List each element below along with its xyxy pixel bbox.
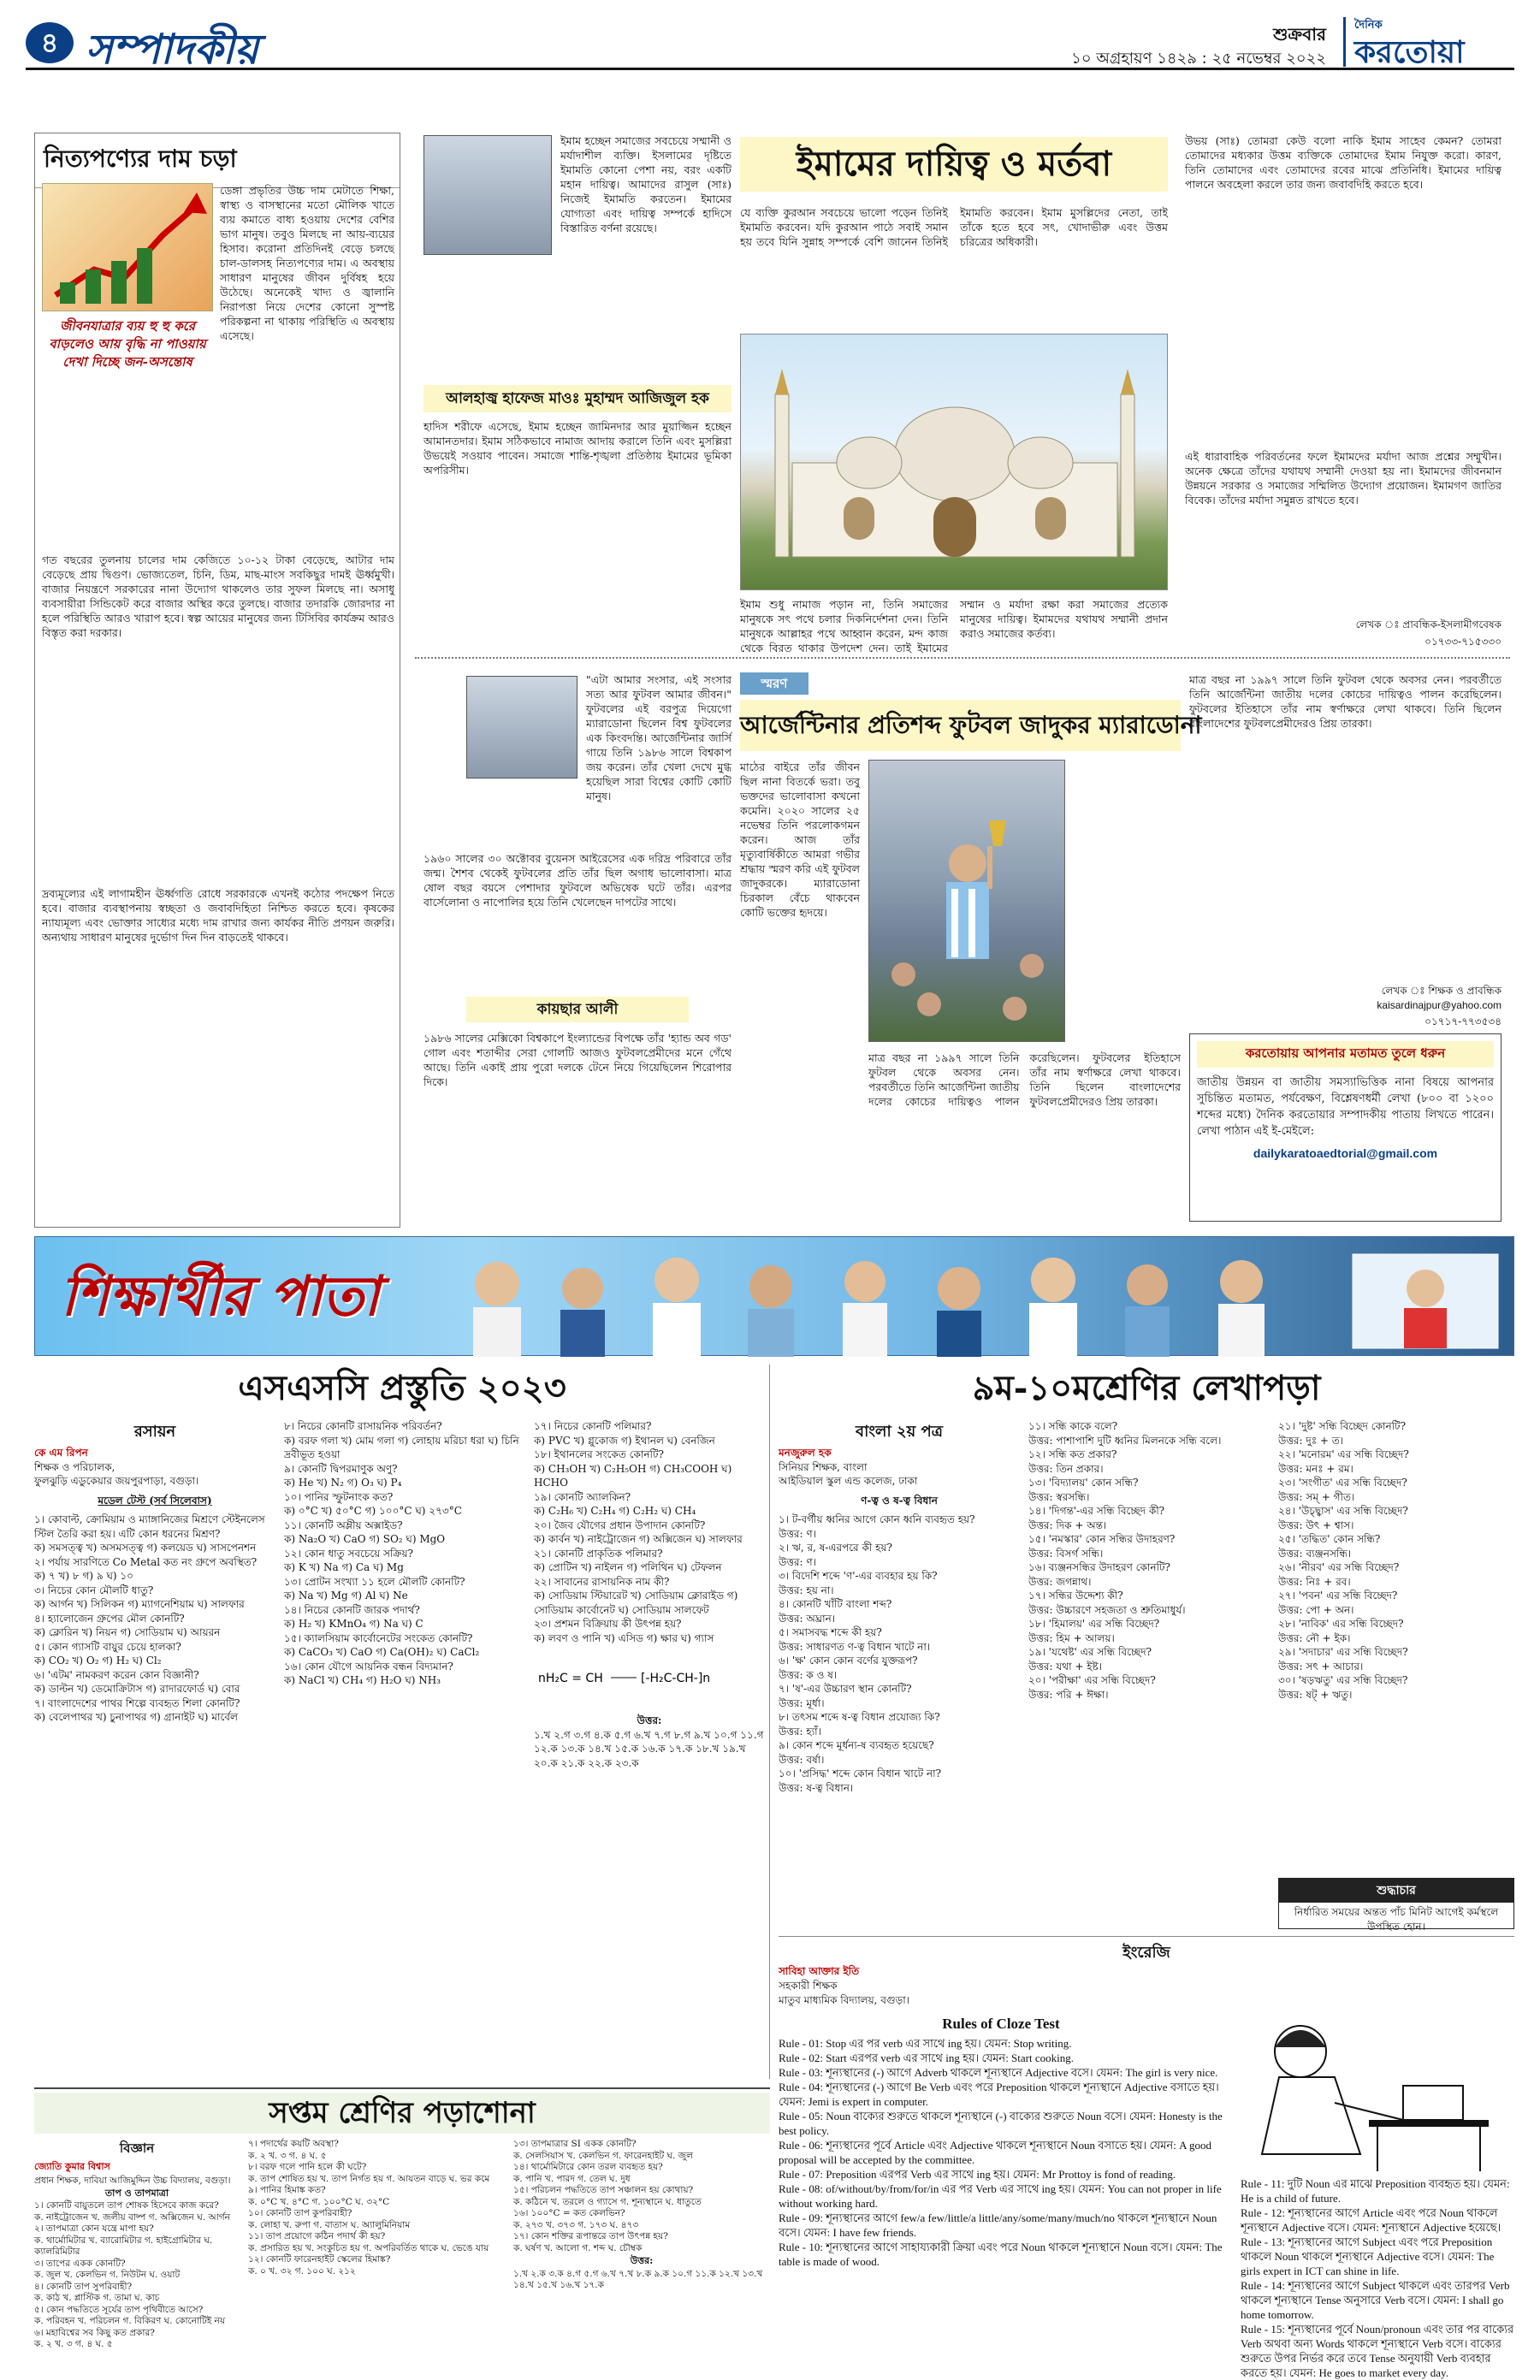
ssc-question-line: ক) CaCO₃ খ) CaO গ) Ca(OH)₂ ঘ) CaCl₂ bbox=[284, 1646, 480, 1658]
science-teacher: জ্যোতি কুমার বিশ্বাস bbox=[34, 2161, 110, 2172]
science-questions-col-3 bbox=[513, 2139, 770, 2254]
ssc-question-line: ক) PVC খ) গ্লুকোজ গ) ইথানল ঘ) বেনজিন bbox=[534, 1434, 715, 1447]
bangla-question-line: ১৩। 'বিদ্যালয়' কোন সন্ধি? bbox=[1028, 1477, 1139, 1489]
ssc-question-line: ক) ০°C খ) ৫০°C গ) ১০০°C ঘ) ২৭৩°C bbox=[284, 1505, 462, 1517]
bangla-question-line: উত্তর: পাশাপাশি দুটি ধ্বনির মিলনকে সন্ধি বলে। bbox=[1028, 1434, 1222, 1447]
science-question-line: ক. ২ খ. ৩ গ. ৪ ঘ. ৫ bbox=[248, 2150, 327, 2161]
science-question-line: ১৫। পরিচলন পদ্ধতিতে তাপ সঞ্চালন হয় কোথায়? bbox=[513, 2185, 694, 2195]
english-rule-line: Rule - 03: শূন্যস্থানের (-) আগে Adverb থাকলে শূন্যস্থানে Adjective বসে। যেমন: The girl is very nice. bbox=[779, 2066, 1218, 2079]
bangla-teacher-school: আইডিয়াল স্কুল এন্ড কলেজ, ঢাকা bbox=[779, 1475, 918, 1487]
page-header bbox=[26, 17, 1514, 74]
ssc-question-line: ১৮। ইথানলের সংকেত কোনটি? bbox=[534, 1448, 664, 1460]
editorial-graphic-caption: জীবনযাত্রার ব্যয় হু হু করে বাড়লেও আয় বৃদ্ধি না পাওয়ায় দেখা দিচ্ছে জন-অসন্তোষ bbox=[49, 318, 206, 370]
imam-para-3: হাদিস শরীফে এসেছে, ইমাম হচ্ছেন জামিনদার আর মুয়াজ্জিন হচ্ছেন আমানতদার। ইমাম সঠিকভাবে নামাজ আদায় করালে তিনি এবং মুসল্লিরা উভয়েই সওয়াব পাবেন। সমাজে শান্তি-শৃঙ্খলা প্রতিষ্ঠায় ইমামের ভূমিকা অপরিসীম। bbox=[424, 420, 732, 477]
editorial-para-1: ডেঙ্গা প্রভৃতির উচ্চ দাম মেটাতে শিক্ষা, স্বাস্থ্য ও বাসস্থানের মতো মৌলিক খাতে ব্যয় কমাতে বাধ্য হওয়ায় দেশের বেশির ভাগ মানুষ। তবুও মিলছে না আয়-ব্যয়ের হিসাব। করোনা প্রতিদিনই বেড়ে চলছে চাল-ডালসহ নিত্যপণ্যের দাম। এ অবস্থায় সাধারণ মানুষের জীবন দুর্বিষহ হয়ে উঠেছে। অনেকেই খাদ্য ও জ্বালানি নিরাপত্তা নিয়ে দেশের কোনো সুস্পষ্ট পরিকল্পনা না থাকায় পরিস্থিতি এ অবস্থায় এসেছে। bbox=[220, 184, 394, 342]
science-question-line: ক. কাঠ খ. প্লাস্টিক গ. তামা ঘ. কাচ bbox=[34, 2293, 160, 2303]
ssc-question-line: ক) ডাল্টন খ) ডেমোক্রিটাস গ) রাদারফোর্ড ঘ) বোর bbox=[34, 1683, 240, 1695]
ssc-teacher: কে এম রিপন bbox=[34, 1447, 88, 1459]
bangla-question-line: উত্তর: বর্ষা। bbox=[779, 1753, 825, 1766]
english-rule-line: Rule - 01: Stop এর পর verb এর সাথে ing হয়। যেমন: Stop writing. bbox=[779, 2037, 1072, 2050]
ssc-answers-title: উত্তর: bbox=[637, 1714, 662, 1726]
header-date: ১০ অগ্রহায়ণ ১৪২৯ : ২৫ নভেম্বর ২০২২ bbox=[1071, 50, 1326, 68]
maradona-kicker: স্মরণ bbox=[740, 672, 808, 695]
ssc-question-line: ক) ৭ খ) ৮ গ) ৯ ঘ) ১০ bbox=[34, 1570, 133, 1582]
masthead-small: দৈনিক bbox=[1354, 19, 1383, 32]
english-rule-line: Rule - 05: Noun বাক্যের শুরুতে থাকলে শূন্যস্থানে (-) বাক্যের শুরুতে Noun বসে। যেমন: Honesty is the best policy. bbox=[779, 2110, 1223, 2137]
maradona-author: কায়ছার আলী bbox=[466, 997, 689, 1022]
bangla-question-line: উত্তর: স্বরসন্ধি। bbox=[1028, 1490, 1090, 1503]
ssc-question-line: ক) C₂H₆ খ) C₂H₄ গ) C₂H₂ ঘ) CH₄ bbox=[534, 1505, 696, 1517]
ssc-question-line: ক) H₂ খ) KMnO₄ গ) Na ঘ) C bbox=[284, 1618, 424, 1630]
bangla-question-line: উত্তর: বিসর্গ সন্ধি। bbox=[1028, 1547, 1104, 1560]
bangla-question-line: উত্তর: দিক + অন্ত। bbox=[1028, 1519, 1107, 1531]
svg-text:[-H₂C-CH-]n: [-H₂C-CH-]n bbox=[641, 1672, 711, 1685]
imam-article bbox=[415, 128, 1510, 659]
bangla-question-line: উত্তর: তিন প্রকার। bbox=[1028, 1462, 1104, 1475]
mosque-illustration bbox=[741, 335, 1169, 591]
header-day: শুক্রবার bbox=[1273, 24, 1326, 44]
ssc-left-col bbox=[34, 1419, 275, 2078]
opinion-text: জাতীয় উন্নয়ন বা জাতীয় সমস্যাভিত্তিক নানা বিষয়ে আপনার সুচিন্তিত মতামত, পর্যবেক্ষণ, বিশ্লেষণধর্মী লেখা (৮০০ বা ১২০০ শব্দের মধ্যে) দৈনিক করতোয়ার সম্পাদকীয় পাতায় লিখতে পারেন। লেখা পাঠান এই ই-মেইলে: bbox=[1197, 1076, 1494, 1138]
science-question-line: ক. পানি খ. পারদ গ. তেল ঘ. দুধ bbox=[513, 2173, 631, 2184]
maradona-email: kaisardinajpur@yahoo.com bbox=[1377, 999, 1502, 1011]
bangla-question-line: ২৪। 'উচ্ছ্বাস' এর সন্ধি বিচ্ছেদ? bbox=[1278, 1505, 1408, 1517]
ssc-question-line: ৬। 'এটম' নামকরণ করেন কোন বিজ্ঞানী? bbox=[34, 1668, 199, 1681]
science-question-line: ৭। পদার্থের কয়টি অবস্থা? bbox=[248, 2139, 339, 2149]
ssc-question-line: ২২। সাবানের রাসায়নিক নাম কী? bbox=[534, 1575, 670, 1588]
bangla-col-1 bbox=[779, 1419, 1020, 1924]
maradona-para-3: ১৯৮৬ সালের মেক্সিকো বিশ্বকাপে ইংল্যান্ডের বিপক্ষে তাঁর 'হ্যান্ড অব গড' গোল এবং শতাব্দীর সেরা গোলটি আজও ফুটবলপ্রেমীদের মনে গেঁথে আছে। তিনি একাই প্রায় পুরো দলকে টেনে নিয়ে গিয়েছিলেন শিরোপার দিকে। bbox=[424, 1032, 732, 1088]
editorial-title: নিত্যপণ্যের দাম চড়া bbox=[35, 133, 400, 188]
ssc-question-line: ক) ক্লোরিন খ) নিয়ন গ) সোডিয়াম ঘ) আয়রন bbox=[34, 1626, 221, 1638]
bangla-question-line: ৪। কোনটি খাঁটি বাংলা শব্দ? bbox=[779, 1598, 892, 1610]
maradona-para-5-cont: মাত্র বছর না ১৯৯৭ সালে তিনি ফুটবল থেকে অবসর নেন। পরবর্তীতে তিনি আর্জেন্টিনা জাতীয় দলের কোচের দায়িত্বও পালন করেছিলেন। ফুটবলের ইতিহাসে তাঁর নাম স্বর্ণাক্ষরে লেখা থাকবে। তিনি ছিলেন বাংলাদেশের ফুটবলপ্রেমীদেরও প্রিয় তারকা। bbox=[1189, 673, 1502, 730]
bangla-question-line: উত্তর: ব্যঞ্জনসন্ধি। bbox=[1278, 1547, 1352, 1560]
english-rule-line: Rule - 10: শূন্যস্থানের আগে সাহায্যকারী ক্রিয়া এবং পরে Noun থাকলে শূন্যস্থানে Noun বসে। যেমন: The table is made of wood. bbox=[779, 2241, 1223, 2268]
ssc-question-line: ক) কার্বন খ) নাইট্রোজেন গ) অক্সিজেন ঘ) সালফার bbox=[534, 1533, 743, 1545]
notice-text: নির্ধারিত সময়ের অন্তত পাঁচ মিনিট আগেই কর্মস্থলে উপস্থিত হোন। bbox=[1294, 1906, 1499, 1933]
bangla-question-line: ১৯। 'যথেষ্ট' এর সন্ধি বিচ্ছেদ? bbox=[1028, 1646, 1152, 1658]
maradona-para-5: মাত্র বছর না ১৯৯৭ সালে তিনি ফুটবল থেকে অবসর নেন। পরবর্তীতে তিনি আর্জেন্টিনা জাতীয় দলের কোচের দায়িত্বও পালন করেছিলেন। ফুটবলের ইতিহাসে তাঁর নাম স্বর্ণাক্ষরে লেখা থাকবে। তিনি ছিলেন বাংলাদেশের ফুটবলপ্রেমীদেরও প্রিয় তারকা। bbox=[868, 1051, 1181, 1108]
bangla-question-line: উত্তর: উচ্চারণে সহজতা ও শ্রুতিমাধুর্য। bbox=[1028, 1603, 1186, 1616]
ssc-question-line: ৪। হ্যালোজেন গ্রুপের মৌল কোনটি? bbox=[34, 1612, 185, 1625]
bangla-question-line: উত্তর: অঘ্রান। bbox=[779, 1612, 836, 1625]
science-question-line: ক. প্রসারিত হয় খ. সংকুচিত হয় গ. অপরিবর্তিত থাকে ঘ. ভেঙে যায় bbox=[248, 2242, 489, 2253]
trophy-player-illustration bbox=[869, 761, 1066, 1043]
english-rule-line: Rule - 14: শূন্যস্থানের আগে Subject থাকলে এবং তারপর Verb থাকলে শূন্যস্থানে Tense অনুসারে Verb বসে। যেমন: I shall go home tomorrow. bbox=[1241, 2279, 1510, 2321]
imam-para-4: ইমাম শুধু নামাজ পড়ান না, তিনি সমাজের মানুষকে সৎ পথে চলার দিকনির্দেশনা দেন। তিনি মানুষকে আল্লাহর পথে আহ্বান করেন, মন্দ কাজ থেকে বিরত থাকার উপদেশ দেন। তাই ইমামের সম্মান ও মর্যাদা রক্ষা করা সমাজের প্রত্যেক মানুষের দায়িত্ব। ইমামদের যথাযথ সম্মানী প্রদান করাও সমাজের কর্তব্য। bbox=[740, 598, 1168, 654]
imam-para-5: উভয় (সাঃ) তোমরা কেউ বলো নাকি ইমাম সাহেব কেমন? তোমরা তোমাদের মধ্যকার উত্তম ব্যক্তিকে তোমাদের ইমাম নিযুক্ত করো। কারণ, তিনি তোমাদের এবং তোমাদের রবের মাঝে প্রতিনিধি। ইমামের দায়িত্ব পালনে অবহেলা করলে তার জন্য জবাবদিহি করতে হবে। bbox=[1185, 134, 1502, 191]
imam-title: ইমামের দায়িত্ব ও মর্তবা bbox=[740, 137, 1168, 192]
ssc-question-line: ২১। কোনটি প্রাকৃতিক পলিমার? bbox=[534, 1547, 663, 1560]
ssc-question-line: ১৩। প্রোটন সংখ্যা ১১ হলে মৌলটি কোনটি? bbox=[284, 1575, 465, 1588]
bangla-question-line: ২। ঋ, র, ষ-এরপরে কী হয়? bbox=[779, 1542, 892, 1554]
bangla-question-line: উত্তর: ণ। bbox=[779, 1527, 816, 1540]
maradona-photo bbox=[868, 760, 1065, 1042]
bangla-col-2 bbox=[1028, 1419, 1270, 1924]
science-question-line: ৩। তাপের একক কোনটি? bbox=[34, 2258, 126, 2269]
science-question-line: ৮। বরফ গলে পানি হলে কী ঘটে? bbox=[248, 2162, 367, 2172]
imam-para-1: ইমাম হচ্ছেন সমাজের সবচেয়ে সম্মানী ও মর্যাদাশীল ব্যক্তি। ইসলামের দৃষ্টিতে ইমামতি কোনো পেশা নয়, বরং একটি মহান দায়িত্ব। আমাদের রাসুল (সাঃ) নিজেই ইমামতি করতেন। ইমামের যোগ্যতা এবং দায়িত্ব সম্পর্কে হাদিসে বিস্তারিত বর্ণনা রয়েছে। bbox=[560, 134, 732, 234]
english-rule-line: Rule - 11: দুটি Noun এর মাঝে Preposition ব্যবহৃত হয়। যেমন: He is a child of future. bbox=[1241, 2177, 1510, 2205]
bangla-question-line: উত্তর: দুঃ + ত। bbox=[1278, 1434, 1344, 1447]
student-page-title: শিক্ষার্থীর পাতা bbox=[61, 1264, 380, 1329]
class9-title: ৯ম-১০মশ্রেণির লেখাপড়া bbox=[972, 1368, 1321, 1408]
opinion-email[interactable]: dailykaratoaedtorial@gmail.com bbox=[1253, 1146, 1438, 1160]
editorial-para-3: দ্রব্যমূল্যের এই লাগামহীন ঊর্ধ্বগতি রোধে সরকারকে এখনই কঠোর পদক্ষেপ নিতে হবে। বাজার ব্যবস্থাপনায় স্বচ্ছতা ও জবাবদিহিতা নিশ্চিত করতে হবে। কৃষকের ন্যায্যমূল্য এবং ভোক্তার সাধ্যের মধ্যে দাম রাখার জন্য কার্যকর নীতি প্রণয়ন জরুরি। অন্যথায় সাধারণ মানুষের দুর্ভোগ দিন দিন বাড়তেই থাকবে। bbox=[42, 887, 394, 944]
bangla-question-line: ২৭। 'পবন' এর সন্ধি বিচ্ছেদ? bbox=[1278, 1590, 1398, 1601]
science-question-line: ক. লোহা খ. রুপা গ. বাতাস ঘ. অ্যালুমিনিয়াম bbox=[248, 2219, 411, 2230]
ssc-subject: রসায়ন bbox=[133, 1423, 176, 1441]
english-rule-line: Rule - 15: শূন্যস্থানের পূর্বে Noun/pronoun এবং তার পর বাক্যের Verb অথবা অন্য Words থাকলে শূন্যস্থানে Verb বসে। বাক্যের শুরুতে উপর নির্ভর করে তবে Tense অনুযায়ী Verb ব্যবহার করতে হয়। যেমন: He goes to market every day. bbox=[1241, 2323, 1514, 2379]
class7-title: সপ্তম শ্রেণির পড়াশোনা bbox=[34, 2093, 770, 2134]
science-question-line: ১৬। ১০০°C = কত কেলভিন? bbox=[513, 2208, 625, 2218]
ssc-teacher-school: ফুলঝুড়ি এডুকেয়ার জয়পুরপাড়া, বগুড়া। bbox=[34, 1475, 199, 1487]
bangla-question-line: ২৬। 'নীরব' এর সন্ধি বিচ্ছেদ? bbox=[1278, 1561, 1400, 1573]
bangla-title: বাংলা ২য় পত্র bbox=[856, 1423, 943, 1441]
english-rules-title: Rules of Cloze Test bbox=[942, 2016, 1060, 2032]
science-questions-col-1 bbox=[34, 2200, 240, 2351]
students-illustration bbox=[446, 1237, 1515, 1357]
bangla-question-line: ২৮। 'নাবিক' এর সন্ধি বিচ্ছেদ? bbox=[1278, 1618, 1404, 1630]
svg-text:nH₂C = CH: nH₂C = CH bbox=[538, 1672, 603, 1685]
english-section bbox=[779, 1936, 1514, 2379]
ssc-question-line: ৩। নিচের কোন মৌলটি ধাতু? bbox=[34, 1584, 154, 1596]
rising-arrow-icon bbox=[43, 184, 214, 312]
science-question-line: ক. কঠিনে খ. তরলে ও গ্যাসে গ. শূন্যস্থানে ঘ. ধাতুতে bbox=[513, 2196, 702, 2207]
bangla-question-line: উত্তর: সাধারণত ণ-ত্ব বিধান খাটে না। bbox=[779, 1640, 931, 1653]
ssc-question-line: ৫। কোন গ্যাসটি বায়ুর চেয়ে হালকা? bbox=[34, 1640, 181, 1653]
imam-author-info: লেখক ঃ প্রাবন্ধিক-ইসলামীগবেষক bbox=[1355, 619, 1502, 631]
bangla-question-line: ২১। 'দুষ্ট' সন্ধি বিচ্ছেদ কোনটি? bbox=[1278, 1420, 1407, 1432]
english-rule-line: Rule - 02: Start এরপর verb এর সাথে ing হয়। যেমন: Start cooking. bbox=[779, 2051, 1074, 2064]
science-question-line: ৬। মহাবিশ্বের সব কিছু কত প্রকার? bbox=[34, 2327, 155, 2338]
english-rule-line: Rule - 08: of/without/by/from/for/in এর পর Verb এর সাথে ing হয়। যেমন: You can not proper in life without working hard. bbox=[779, 2182, 1222, 2210]
maradona-title: আর্জেন্টিনার প্রতিশব্দ ফুটবল জাদুকর ম্যারাডোনা bbox=[740, 700, 1181, 751]
science-teacher-role: প্রধান শিক্ষক, দাবিয়া আজিমুদ্দিন উচ্চ বিদ্যালয়, বগুড়া। bbox=[34, 2175, 231, 2186]
bangla-question-line: উত্তর: মূর্ধা। bbox=[779, 1696, 825, 1709]
english-rule-line: Rule - 04: শূন্যস্থানের (-) আগে Be Verb এবং পরে Preposition থাকলে শূন্যস্থানে Adjective বসাতে হয়। যেমন: Jemi is expert in computer. bbox=[779, 2081, 1219, 2108]
bangla-question-line: উত্তর: পো + অন। bbox=[1278, 1603, 1354, 1616]
ssc-question-line: ১। কোবাল্ট, ক্রোমিয়াম ও ম্যাঙ্গানিজের মিশ্রণে স্টেইনলেস স্টিল তৈরি করা হয়। এটি কোন ধরনের মিশ্রণ? bbox=[34, 1513, 265, 1540]
author-photo-2 bbox=[466, 676, 578, 779]
bangla-teacher: মনজুরুল হক bbox=[779, 1447, 832, 1459]
english-rules-list-2 bbox=[1241, 2176, 1514, 2379]
ssc-questions-col-3 bbox=[534, 1419, 765, 1645]
bangla-question-line: ৮। তৎসম শব্দে ষ-ত্ব বিধান প্রযোজ্য কি? bbox=[779, 1711, 940, 1723]
bangla-questions-col-1 bbox=[779, 1513, 1020, 1795]
bangla-question-line: ২৫। 'তদ্ধিত' কোন সন্ধি? bbox=[1278, 1533, 1381, 1545]
bangla-question-line: উত্তর: হিম + আলয়। bbox=[1028, 1631, 1115, 1644]
science-question-line: ১৩। তাপমাত্রার SI একক কোনটি? bbox=[513, 2139, 637, 2149]
ssc-question-line: ১৯। কোনটি অ্যালকিন? bbox=[534, 1490, 631, 1503]
price-graphic bbox=[42, 183, 213, 311]
bangla-question-line: ৩। বিদেশি শব্দে 'ণ'-এর ব্যবহার হয় কি? bbox=[779, 1570, 938, 1582]
bangla-question-line: উত্তর: জগন্নাথ। bbox=[1028, 1575, 1092, 1588]
ssc-title: এসএসসি প্রস্তুতি ২০২৩ bbox=[238, 1368, 566, 1408]
notice-title: শুদ্ধাচার bbox=[1279, 1879, 1513, 1903]
bangla-question-line: উত্তর: মনঃ + রম। bbox=[1278, 1462, 1353, 1475]
ssc-answers: ১.খ ২.গ ৩.গ ৪.ক ৫.গ ৬.খ ৭.গ ৮.গ ৯.খ ১০.গ ১১.গ ১২.ক ১৩.ক ১৪.খ ১৫.ক ১৬.ক ১৭.ক ১৮.খ ১৯.খ ২০.ক ২১.ক ২২.ক ২৩.ক bbox=[534, 1728, 764, 1769]
maradona-para-2: ১৯৬০ সালের ৩০ অক্টোবর বুয়েনস আইরেসের এক দরিদ্র পরিবারে তাঁর জন্ম। শৈশব থেকেই ফুটবলের প্রতি তাঁর ছিল অগাধ ভালোবাসা। মাত্র ষোল বছর বয়সে পেশাদার ফুটবলে অভিষেক ঘটে তাঁর। এরপর বার্সেলোনা ও নাপোলির হয়ে তিনি খেলেছেন দাপটের সাথে। bbox=[424, 852, 732, 909]
bangla-teacher-role: সিনিয়র শিক্ষক, বাংলা bbox=[779, 1460, 868, 1473]
ssc-question-line: ক) বেলেপাথর খ) চুনাপাথর গ) গ্রানাইট ঘ) মার্বেল bbox=[34, 1711, 238, 1723]
bangla-question-line: উত্তর: সৎ + আচার। bbox=[1278, 1660, 1364, 1673]
bangla-question-line: উত্তর: ণ। bbox=[779, 1555, 816, 1568]
bangla-question-line: ২৯। 'সদাচার' এর সন্ধি বিচ্ছেদ? bbox=[1278, 1646, 1408, 1658]
ssc-question-line: ২। পর্যায় সারণিতে Co Metal কত নং গ্রুপে অবস্থিত? bbox=[34, 1555, 258, 1568]
bangla-question-line: ২৩। 'সংগীত' এর সন্ধি বিচ্ছেদ? bbox=[1278, 1477, 1407, 1489]
maradona-article bbox=[415, 667, 1510, 1228]
maradona-author-info: লেখক ঃ শিক্ষক ও প্রাবন্ধিক bbox=[1381, 985, 1502, 997]
science-question-line: ১৭। কোন শক্তির রূপান্তরে তাপ উৎপন্ন হয়? bbox=[513, 2231, 668, 2241]
maradona-para-6 bbox=[1189, 672, 1502, 980]
english-teacher-school: মাতুব মাধ্যমিক বিদ্যালয়, বগুড়া। bbox=[779, 1994, 909, 2006]
bangla-question-line: উত্তর: নিঃ + রব। bbox=[1278, 1575, 1351, 1588]
ssc-question-line: ১১। কোনটি অম্লীয় অক্সাইড? bbox=[284, 1519, 403, 1531]
ssc-question-line: ৭। বাংলাদেশের পাথর শিল্পে ব্যবহৃত শিলা কোনটি? bbox=[34, 1696, 240, 1709]
science-question-line: ক. থার্মোমিটার খ. ব্যারোমিটার গ. হাইগ্রোমিটার ঘ. ক্যালরিমিটার bbox=[34, 2235, 213, 2257]
class7-section bbox=[34, 2087, 770, 2348]
science-col-3 bbox=[513, 2139, 770, 2349]
ssc-question-line: ক) Na₂O খ) CaO গ) SO₂ ঘ) MgO bbox=[284, 1533, 446, 1545]
english-rule-line: Rule - 09: শূন্যস্থানের আগে few/a few/little/a little/any/some/many/much/no থাকলে শূন্যস্থানে Noun বসে। যেমন: I have few friends. bbox=[779, 2211, 1217, 2239]
bangla-question-line: ১১। সন্ধি কাকে বলে? bbox=[1028, 1420, 1118, 1432]
bangla-question-line: ১৪। 'দিগন্ত'-এর সন্ধি বিচ্ছেদ কী? bbox=[1028, 1505, 1165, 1517]
notice-box bbox=[1278, 1878, 1514, 1933]
editorial-box bbox=[34, 133, 400, 1228]
english-rules-list-1 bbox=[779, 2036, 1223, 2346]
ssc-question-line: ক) সোডিয়াম স্টিয়ারেট খ) সোডিয়াম ক্লোরাইড গ) সোডিয়াম কার্বোনেট ঘ) সোডিয়াম সালফেট bbox=[534, 1590, 738, 1616]
page-number: ৪ bbox=[26, 22, 74, 63]
bangla-question-line: ৭। 'ষ'-এর উচ্চারণ স্থান কোনটি? bbox=[779, 1683, 912, 1695]
bangla-question-line: উত্তর: যথা + ইষ্ট। bbox=[1028, 1660, 1102, 1673]
author-photo bbox=[424, 135, 552, 255]
ssc-section bbox=[34, 1365, 770, 2079]
ssc-right-col bbox=[534, 1419, 765, 2078]
student-page-banner bbox=[34, 1236, 1514, 1356]
science-col-2 bbox=[248, 2139, 505, 2349]
bangla-question-line: উত্তর: ক ও ষ। bbox=[779, 1668, 838, 1681]
science-answers-title: উত্তর: bbox=[630, 2255, 654, 2266]
masthead-name: করতোয়া bbox=[1354, 34, 1465, 70]
ssc-mid-col bbox=[284, 1419, 525, 2078]
science-question-line: ক. জুল খ. কেলভিন গ. নিউটন ঘ. ওয়াট bbox=[34, 2270, 181, 2280]
ssc-question-line: ২৩। প্রশমন বিক্রিয়ায় কী উৎপন্ন হয়? bbox=[534, 1618, 682, 1630]
bangla-question-line: উত্তর: সম্ + গীত। bbox=[1278, 1490, 1355, 1503]
science-question-line: ক. নাইট্রোজেন খ. জলীয় বাষ্প গ. অক্সিজেন ঘ. আর্গন bbox=[34, 2211, 230, 2223]
maradona-para-4: মাঠের বাইরে তাঁর জীবন ছিল নানা বিতর্কে ভরা। তবু ভক্তদের ভালোবাসা কখনো কমেনি। ২০২০ সালের ২৫ নভেম্বর তিনি পরলোকগমন করেন। আজ তাঁর মৃত্যুবার্ষিকীতে আমরা গভীর শ্রদ্ধায় স্মরণ করি এই ফুটবল জাদুকরকে। ম্যারাডোনা চিরকাল বেঁচে থাকবেন কোটি ভক্তের হৃদয়ে। bbox=[740, 761, 860, 919]
editorial-para-2: গত বছরের তুলনায় চালের দাম কেজিতে ১০-১২ টাকা বেড়েছে, আটার দাম বেড়েছে প্রায় দ্বিগুণ। ভোজ্যতেল, চিনি, ডিম, মাছ-মাংস সবকিছুর দামই ঊর্ধ্বমুখী। বাজার নিয়ন্ত্রণে সরকারের নানা উদ্যোগ থাকলেও তার সুফল মিলছে না। অসাধু ব্যবসায়ীরা সিন্ডিকেট করে বাজার অস্থির করে তুলছে। বাজার তদারকি জোরদার না হলে পরিস্থিতি আরও খারাপ হবে। স্বল্প আয়ের মানুষের জন্য টিসিবির কার্যক্রম আরও বিস্তৃত করা দরকার। bbox=[42, 554, 394, 639]
bangla-question-line: ১৬। ব্যঞ্জনসন্ধির উদাহরণ কোনটি? bbox=[1028, 1561, 1170, 1573]
ssc-question-line: ক) K খ) Na গ) Ca ঘ) Mg bbox=[284, 1561, 404, 1573]
science-question-line: ক. তাপ শোষিত হয় খ. তাপ নির্গত হয় গ. আয়তন বাড়ে ঘ. ভর কমে bbox=[248, 2173, 490, 2184]
bangla-question-line: ৫। সমাসবদ্ধ শব্দে কী হয়? bbox=[779, 1626, 882, 1638]
english-title: ইংরেজি bbox=[1122, 1944, 1170, 1962]
science-question-line: ক. ২৭৩ খ. ৩৭৩ গ. ১৭৩ ঘ. ৪৭৩ bbox=[513, 2219, 639, 2230]
bangla-question-line: ২২। 'মনোরম' এর সন্ধি বিচ্ছেদ? bbox=[1278, 1448, 1409, 1460]
ssc-question-line: ১২। কোন ধাতু সবচেয়ে সক্রিয়? bbox=[284, 1547, 413, 1560]
ssc-question-line: ১৫। ক্যালসিয়াম কার্বোনেটের সংকেত কোনটি? bbox=[284, 1631, 473, 1644]
imam-author: আলহাজ্ব হাফেজ মাওঃ মুহাম্মদ আজিজুল হক bbox=[424, 385, 732, 412]
science-question-line: ১৪। থার্মোমিটারে কোন তরল ব্যবহৃত হয়? bbox=[513, 2162, 663, 2172]
ssc-question-line: ক) বরফ গলা খ) মোম গলা গ) লোহায় মরিচা ধরা ঘ) চিনি দ্রবীভূত হওয়া bbox=[284, 1434, 519, 1460]
ssc-questions-col-2 bbox=[284, 1419, 525, 1688]
mosque-photo bbox=[740, 334, 1168, 590]
imam-para-2: যে ব্যক্তি কুরআন সবচেয়ে ভালো পড়েন তিনিই ইমামতি করবেন। যদি কুরআন পাঠে সবাই সমান হয় তবে যিনি সুন্নাহ সম্পর্কে বেশি জানেন তিনিই ইমামতি করবেন। ইমাম মুসল্লিদের নেতা, তাই তাঁকে হতে হবে সৎ, খোদাভীরু এবং উত্তম চরিত্রের অধিকারী। bbox=[740, 206, 1168, 248]
english-rule-line: Rule - 06: শূন্যস্থানের পূর্বে Article এবং Adjective থাকলে শূন্যস্থানে Noun বসাতে হয়। যেমন: A good proposal will be accepted by the committee. bbox=[779, 2139, 1211, 2166]
bangla-question-line: ১০। 'প্রসিদ্ধ' শব্দে কোন বিধান খাটে না? bbox=[779, 1767, 942, 1779]
bangla-questions-col-2 bbox=[1028, 1419, 1270, 1702]
science-question-line: ৪। কোনটি তাপ সুপরিবাহী? bbox=[34, 2281, 133, 2292]
chemical-structure-diagram bbox=[534, 1652, 711, 1703]
bangla-question-line: ১৫। 'নমস্কার' কোন সন্ধির উদাহরণ? bbox=[1028, 1533, 1176, 1545]
ssc-question-line: ক) CH₃OH খ) C₂H₅OH গ) CH₃COOH ঘ) HCHO bbox=[534, 1462, 732, 1489]
science-question-line: ক. ২ খ. ৩ গ. ৪ ঘ. ৫ bbox=[34, 2339, 113, 2349]
science-question-line: ক. ০ খ. ৩২ গ. ১০০ ঘ. ২১২ bbox=[248, 2265, 356, 2276]
imam-para-6: এই ধারাবাহিক পরিবর্তনের ফলে ইমামদের মর্যাদা আজ প্রশ্নের সম্মুখীন। অনেক ক্ষেত্রে তাঁদের যথাযথ সম্মানী দেওয়া হয় না। ইমামদের জীবনমান উন্নয়নে সরকার ও সমাজের সম্মিলিত উদ্যোগ প্রয়োজন। ইমামগণ জাতির বিবেক। তাঁদের মর্যাদা সমুন্নত রাখতে হবে। bbox=[1185, 450, 1502, 506]
bangla-question-line: উত্তর: হয় না। bbox=[779, 1584, 834, 1596]
science-question-line: ৯। পানির হিমাঙ্ক কত? bbox=[248, 2185, 326, 2195]
class9-section bbox=[779, 1365, 1514, 2379]
ssc-question-line: ক) CO₂ খ) O₂ গ) H₂ ঘ) Cl₂ bbox=[34, 1655, 162, 1667]
science-col-1 bbox=[34, 2139, 240, 2349]
science-question-line: ক. পরিবহন খ. পরিচলন গ. বিকিরণ ঘ. কোনোটিই নয় bbox=[34, 2316, 226, 2326]
bangla-chapter: ণ-ত্ব ও ষ-ত্ব বিধান bbox=[861, 1494, 938, 1507]
science-question-line: ২। তাপমাত্রা কোন যন্ত্রে মাপা হয়? bbox=[34, 2223, 154, 2234]
ssc-question-line: ২০। জৈব যৌগের প্রধান উপাদান কোনটি? bbox=[534, 1519, 706, 1531]
science-question-line: ১০। কোনটি তাপ কুপরিবাহী? bbox=[248, 2208, 352, 2218]
woman-at-desk-illustration bbox=[1241, 2009, 1497, 2171]
english-rule-line: Rule - 12: শূন্যস্থানের আগে Article এবং পরে Noun থাকলে শূন্যস্থানে Adjective বসে। যেমন: শূন্যস্থানে Adjective হয়েছে। bbox=[1241, 2206, 1502, 2234]
bangla-question-line: উত্তর: হ্যাঁ। bbox=[779, 1725, 821, 1738]
bangla-question-line: উত্তর: উৎ + শ্বাস। bbox=[1278, 1519, 1354, 1531]
english-rule-line: Rule - 13: শূন্যস্থানের আগে Subject এবং পরে Preposition থাকলে Noun থাকলে শূন্যস্থানে Adjective বসে। যেমন: The girls expert in ICT can shine in life. bbox=[1241, 2235, 1495, 2277]
masthead bbox=[1343, 17, 1514, 70]
section-title: সম্পাদকীয় bbox=[86, 26, 259, 74]
english-rule-line: Rule - 07: Preposition এরপর Verb এর সাথে ing হয়। যেমন: Mr Prottoy is fond of reading. bbox=[779, 2168, 1176, 2181]
science-question-line: ৫। কোন পদ্ধতিতে সূর্যের তাপ পৃথিবীতে আসে? bbox=[34, 2304, 204, 2315]
ssc-question-line: ১৬। কোন যৌগে আয়নিক বন্ধন বিদ্যমান? bbox=[284, 1660, 453, 1673]
english-teacher-role: সহকারী শিক্ষক bbox=[779, 1980, 838, 1992]
opinion-title: করতোয়ায় আপনার মতামত তুলে ধরুন bbox=[1197, 1041, 1494, 1068]
ssc-teacher-role: শিক্ষক ও পরিচালক, bbox=[34, 1460, 116, 1473]
bangla-col-3 bbox=[1278, 1419, 1514, 1873]
science-question-line: ১। কোনটি বায়ুতলে তাপ শোষক হিসেবে কাজ করে? bbox=[34, 2200, 219, 2211]
bangla-question-line: উত্তর: ষ-ত্ব বিধান। bbox=[779, 1781, 854, 1794]
bangla-question-line: উত্তর: ষট্ + ঋতু। bbox=[1278, 1688, 1353, 1701]
bangla-question-line: ১২। সন্ধি কত প্রকার? bbox=[1028, 1448, 1117, 1460]
bangla-question-line: ১। ট-বর্গীয় ধ্বনির আগে কোন ধ্বনি ব্যবহৃত হয়? bbox=[779, 1513, 975, 1525]
ssc-chapter: মডেল টেস্ট (সর্ব সিলেবাস) bbox=[98, 1494, 212, 1507]
imam-phone: ০১৭৩৩-৭১৫৩৩০ bbox=[1424, 636, 1502, 648]
ssc-question-line: ৮। নিচের কোনটি রাসায়নিক পরিবর্তন? bbox=[284, 1420, 442, 1432]
bangla-question-line: উত্তর: নৌ + ইক। bbox=[1278, 1631, 1351, 1644]
ssc-question-line: ১৭। নিচের কোনটি পলিমার? bbox=[534, 1420, 652, 1432]
bangla-question-line: ১৭। সন্ধির উদ্দেশ্য কী? bbox=[1028, 1590, 1123, 1601]
ssc-question-line: ক) প্রোটিন খ) নাইলন গ) পলিথিন ঘ) টেফলন bbox=[534, 1561, 722, 1573]
science-question-line: ১২। কোনটি ফারেনহাইট স্কেলের হিমাঙ্ক? bbox=[248, 2254, 391, 2265]
ssc-question-line: ক) আর্গন খ) সিলিকন গ) ম্যাগনেশিয়াম ঘ) সালফার bbox=[34, 1598, 245, 1610]
science-question-line: ক. সেলসিয়াস খ. কেলভিন গ. ফারেনহাইট ঘ. জুল bbox=[513, 2150, 693, 2161]
ssc-questions-col-1 bbox=[34, 1513, 275, 1725]
bangla-question-line: উত্তর: পরি + ঈক্ষা। bbox=[1028, 1688, 1109, 1701]
maradona-phone: ০১৭১৭-৭৭৩৫৩৪ bbox=[1424, 1015, 1502, 1027]
opinion-box bbox=[1189, 1033, 1502, 1222]
ssc-question-line: ১০। পানির স্ফুটনাংক কত? bbox=[284, 1490, 394, 1503]
ssc-question-line: ক) NaCl খ) CH₄ গ) H₂O ঘ) NH₃ bbox=[284, 1674, 441, 1686]
science-title: বিজ্ঞান bbox=[119, 2140, 155, 2156]
bangla-question-line: ৩০। 'ষড়ঋতু' এর সন্ধি বিচ্ছেদ? bbox=[1278, 1674, 1408, 1686]
ssc-question-line: ৯। কোনটি দ্বিপরমাণুক অণু? bbox=[284, 1462, 398, 1475]
science-chapter: তাপ ও তাপমাত্রা bbox=[104, 2187, 169, 2199]
ssc-question-line: ক) Na খ) Mg গ) Al ঘ) Ne bbox=[284, 1590, 408, 1601]
ssc-question-line: ক) He খ) N₂ গ) O₃ ঘ) P₄ bbox=[284, 1477, 402, 1489]
ssc-question-line: ক) সমসত্ত্ব খ) অসমসত্ত্ব গ) কলয়েড ঘ) সাসপেনশন bbox=[34, 1542, 257, 1554]
science-questions-col-2 bbox=[248, 2139, 505, 2277]
bangla-question-line: ৬। 'ক্ষ' কোন কোন বর্ণের যুক্তরূপ? bbox=[779, 1655, 918, 1667]
bangla-questions-col-3 bbox=[1278, 1419, 1514, 1702]
bangla-question-line: ২০। 'পরীক্ষা' এর সন্ধি বিচ্ছেদ? bbox=[1028, 1674, 1156, 1686]
bangla-question-line: ১৮। 'হিমালয়' এর সন্ধি বিচ্ছেদ? bbox=[1028, 1618, 1160, 1630]
ssc-question-line: ১৪। নিচের কোনটি জারক পদার্থ? bbox=[284, 1603, 420, 1616]
science-question-line: ক. ঘর্ষণ খ. আলো গ. শব্দ ঘ. চৌম্বক bbox=[513, 2242, 643, 2253]
science-answers: ১.খ ২.ক ৩.ক ৪.গ ৫.গ ৬.খ ৭.খ ৮.ক ৯.ক ১০.গ ১১.ক ১২.খ ১৩.খ ১৪.খ ১৫.খ ১৬.খ ১৭.ক bbox=[513, 2268, 763, 2290]
maradona-para-1: "এটা আমার সংসার, এই সংসার সত্য আর ফুটবল আমার জীবন।" ফুটবলের এই বরপুত্র দিয়েগো ম্যারাডোনা ছিলেন বিশ্ব ফুটবলের এক কিংবদন্তি। আর্জেন্টিনার জার্সি গায়ে তিনি ১৯৮৬ সালে বিশ্বকাপ জয় করেন। তাঁর খেলা দেখে মুগ্ধ হয়েছিল সারা বিশ্বের কোটি কোটি মানুষ। bbox=[586, 673, 732, 802]
bangla-question-line: ৯। কোন শব্দে মূর্ধন্য-ষ ব্যবহৃত হয়েছে? bbox=[779, 1739, 934, 1751]
science-question-line: ক. ০°C খ. ৪°C গ. ১০০°C ঘ. ৩২°C bbox=[248, 2196, 390, 2207]
ssc-question-line: ক) লবণ ও পানি খ) এসিড গ) ক্ষার ঘ) গ্যাস bbox=[534, 1631, 714, 1644]
english-teacher: সাবিহা আক্তার ইতি bbox=[779, 1965, 860, 1977]
science-question-line: ১১। তাপ প্রয়োগে কঠিন পদার্থ কী হয়? bbox=[248, 2231, 386, 2241]
